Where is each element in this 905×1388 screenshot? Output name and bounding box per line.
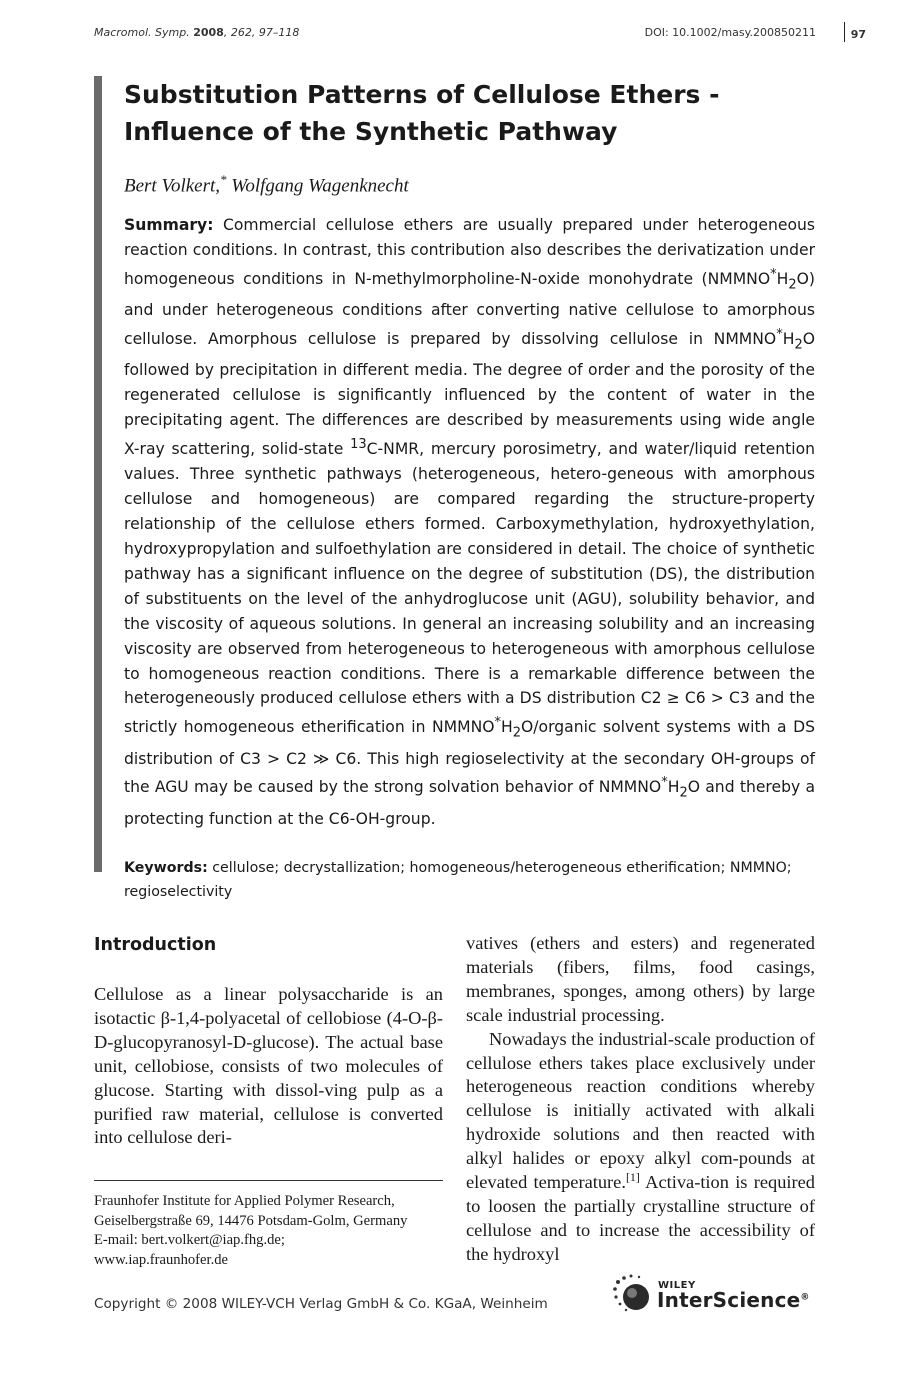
journal-citation: Macromol. Symp. 2008, 262, 97–118 xyxy=(94,26,300,39)
email[interactable]: E-mail: bert.volkert@iap.fhg.de; xyxy=(94,1232,285,1248)
keywords: Keywords: cellulose; decrystallization; homogeneous/heterogeneous etherification; NMMNO; regioselectivity xyxy=(124,859,792,900)
abstract-block xyxy=(94,76,816,900)
corresponding-author-mark: * xyxy=(220,172,227,187)
right-column xyxy=(466,932,815,1267)
left-column xyxy=(94,932,443,1150)
abstract-side-bar xyxy=(94,76,102,872)
logo-name: InterScience® xyxy=(657,1288,810,1312)
globe-icon xyxy=(612,1274,656,1314)
copyright: Copyright © 2008 WILEY-VCH Verlag GmbH & Co. KGaA, Weinheim xyxy=(94,1296,548,1312)
logo-publisher: WILEY xyxy=(658,1280,696,1291)
section-heading-introduction: Introduction xyxy=(94,935,217,955)
footnote-rule xyxy=(94,1180,443,1181)
affiliation: Fraunhofer Institute for Applied Polymer Research, xyxy=(94,1193,395,1209)
running-head xyxy=(94,26,866,44)
keywords-label: Keywords: xyxy=(124,859,208,876)
article-title: Substitution Patterns of Cellulose Ethers - Influence of the Synthetic Pathway xyxy=(124,80,720,146)
intro-paragraph-2: Nowadays the industrial-scale production of cellulose ethers takes place exclusively under heterogeneous reaction conditions whereby cellulose is initially activated with alkali hydroxide solutions and then reacted with alkyl halides or epoxy alkyl com-pounds at elevated temperature.[1] Activa-tion is required to loosen the partially crystalline structure of cellulose and to increase the accessibility of the hydroxyl xyxy=(466,1028,815,1264)
interscience-logo xyxy=(612,1268,818,1316)
address: Geiselbergstraße 69, 14476 Potsdam-Golm, Germany xyxy=(94,1212,408,1229)
affiliation-footnote xyxy=(94,1192,443,1270)
intro-paragraph-1-continued: vatives (ethers and esters) and regenerated materials (fibers, films, food casings, membranes, sponges, among others) by large scale industrial processing. xyxy=(466,933,815,1025)
doi[interactable]: DOI: 10.1002/masy.200850211 xyxy=(644,26,816,39)
summary-label: Summary: xyxy=(124,216,214,235)
page-number: 97 xyxy=(844,22,866,42)
summary-paragraph: Summary: Commercial cellulose ethers are usually prepared under heterogeneous reaction conditions. In contrast, this contribution also describes the derivatization under homogeneous conditions in N-methylmorpholine-N-oxide monohydrate $(NMMNO^*H_2O)$ and under heterogeneous conditions after converting native cellulose to amorphous cellulose. Amorphous cellulose is prepared by dissolving cellulose in $NMMNO^*H_2O$ followed by precipitation in different media. The degree of order and the porosity of the regenerated cellulose is significantly influenced by the content of water in the precipitating agent. The differences are described by measurements using wide angle X-ray scattering, solid-state $^{13}$C-NMR, mercury porosimetry, and water/liquid retention values. Three synthetic pathways (heterogeneous, hetero-geneous with amorphous cellulose and homogeneous) are compared regarding the structure-property relationship of the cellulose ethers formed. Carboxymethylation, hydroxyethylation, hydroxypropylation and sulfoethylation are considered in detail. The choice of synthetic pathway has a significant influence on the degree of substitution (DS), the distribution of substituents on the level of the anhydroglucose unit (AGU), solubility behavior, and the viscosity of aqueous solutions. In general an increasing solubility and an increasing viscosity are observed from heterogeneous to heterogeneous with amorphous cellulose to homogeneous reaction conditions. There is a remarkable difference between the heterogeneously produced cellulose ethers with a DS distribution C2 ≥ C6 > C3 and the strictly homogeneous etherification in $NMMNO^*H_2O$/organic solvent systems with a DS distribution of C3 > C2 ≫ C6. This high regioselectivity at the secondary OH-groups of the AGU may be caused by the strong solvation behavior of $NMMNO^*H_2O$ and thereby a protecting function at the C6-OH-group. xyxy=(124,216,816,828)
website[interactable]: www.iap.fraunhofer.de xyxy=(94,1251,228,1268)
reference-link-1[interactable]: [1] xyxy=(625,1169,640,1184)
intro-paragraph-1: Cellulose as a linear polysaccharide is an isotactic β-1,4-polyacetal of cellobiose (4-O-β-D-glucopyranosyl-D-glucose). The actual base unit, cellobiose, consists of two molecules of glucose. Starting with dissol-ving pulp as a purified raw material, cellulose is converted into cellulose deri- xyxy=(94,984,443,1148)
authors: Bert Volkert,* Wolfgang Wagenknecht xyxy=(124,172,409,197)
